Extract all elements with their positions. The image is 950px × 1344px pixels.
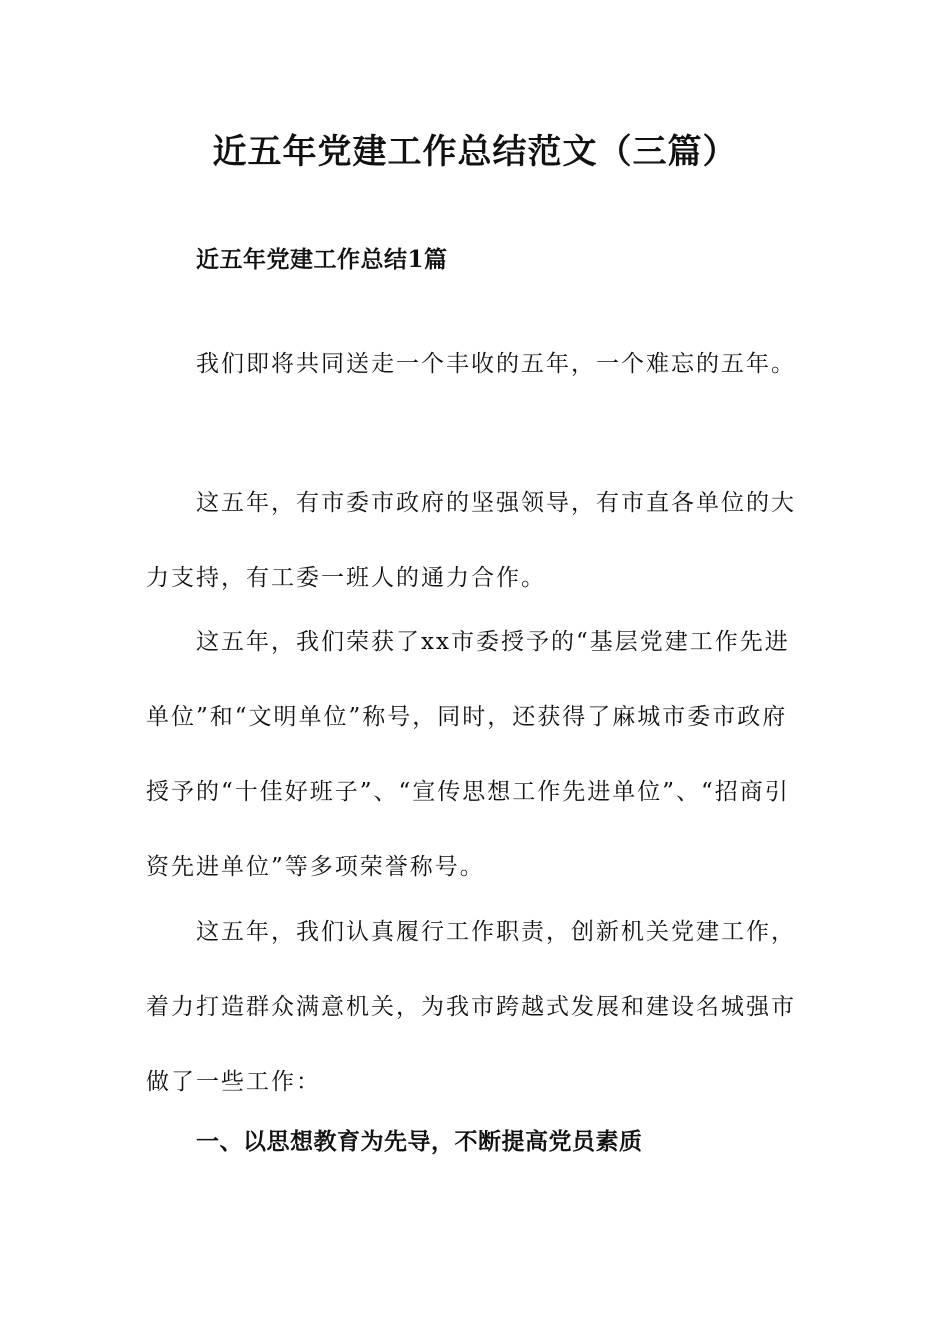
section-title: 近五年党建工作总结1篇 [196, 246, 448, 273]
paragraph-3: 这五年，我们荣获了xx市委授予的“基层党建工作先进单位”和“文明单位”称号，同时，还获得了麻城市委市政府授予的“十佳好班子”、“宣传思想工作先进单位”、“招商引资先进单位”等多项荣誉称号。 [146, 629, 790, 880]
paragraph-2: 这五年，有市委市政府的坚强领导，有市直各单位的大力支持，有工委一班人的通力合作。 [146, 490, 796, 591]
paragraph-4: 这五年，我们认真履行工作职责，创新机关党建工作，着力打造群众满意机关，为我市跨越式发展和建设名城强市做了一些工作： [146, 919, 796, 1095]
paragraph-1: 我们即将共同送走一个丰收的五年，一个难忘的五年。 [196, 351, 796, 377]
document-title: 近五年党建工作总结范文（三篇） [212, 132, 738, 172]
heading-1: 一、以思想教育为先导，不断提高党员素质 [196, 1128, 643, 1155]
